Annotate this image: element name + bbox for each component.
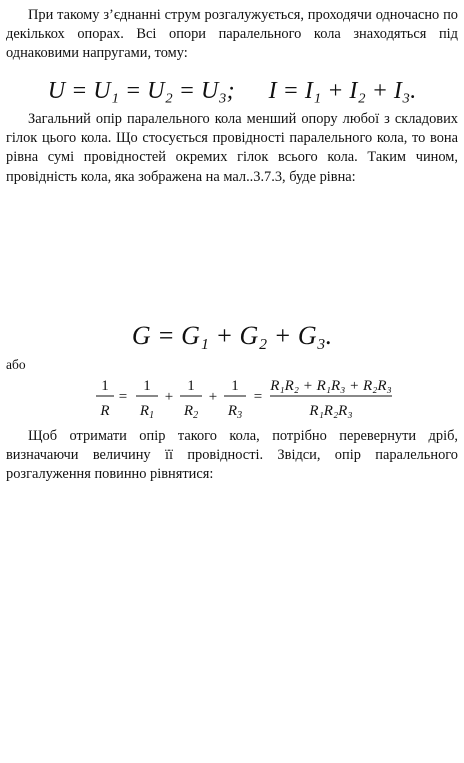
reciprocal-denominator: R₁R₂R₃: [309, 403, 353, 419]
svg-text:1: 1: [101, 378, 109, 394]
svg-text:1: 1: [231, 378, 239, 394]
formula-reciprocal-resistance: [0, 373, 464, 427]
paragraph-parallel-intro: При такому з’єднанні струм розгалужується, проходячи одночасно по декількох опорах. Всі опори паралельного кола знаходяться під однаковими напругами, тому:: [6, 7, 458, 62]
svg-text:=: =: [118, 389, 128, 405]
formula-voltage: U = U₁ = U₂ = U₃;: [47, 78, 235, 104]
paragraph-conductance: Загальний опір паралельного кола менший опору любої з складових гілок цього кола. Що стосується провідності паралельного кола, то вона рівна сумі провідностей окремих гілок всього кола. Таким чином, провідність кола, яка зображена на мал..3.7.3, буде рівна:: [6, 111, 458, 185]
svg-text:R3: $R_3$: [227, 403, 243, 421]
svg-text:R2: $R_2$: [183, 403, 199, 421]
paragraph-resistance-intro: Щоб отримати опір такого кола, потрібно перевернути дріб, визначаючи величину її провідності. Звідси, опір паралельного розгалуження повинно рівнятися:: [6, 428, 458, 483]
formula-voltage-current: [0, 78, 464, 105]
formula-conductance: G = G₁ + G₂ + G₃.: [131, 321, 333, 350]
svg-text:R1: $R_1$: [139, 403, 155, 421]
svg-text:R: R: [100, 403, 110, 419]
svg-text:+: +: [164, 389, 174, 405]
svg-text:=: =: [253, 389, 263, 405]
svg-text:+: +: [208, 389, 218, 405]
svg-text:1: 1: [143, 378, 151, 394]
text-abo: або: [6, 357, 26, 372]
formula-current: I = I₁ + I₂ + I₃.: [268, 78, 417, 104]
svg-text:1: 1: [187, 378, 195, 394]
reciprocal-numerator: R₁R₂ + R₁R₃ + R₂R₃: [270, 378, 392, 394]
